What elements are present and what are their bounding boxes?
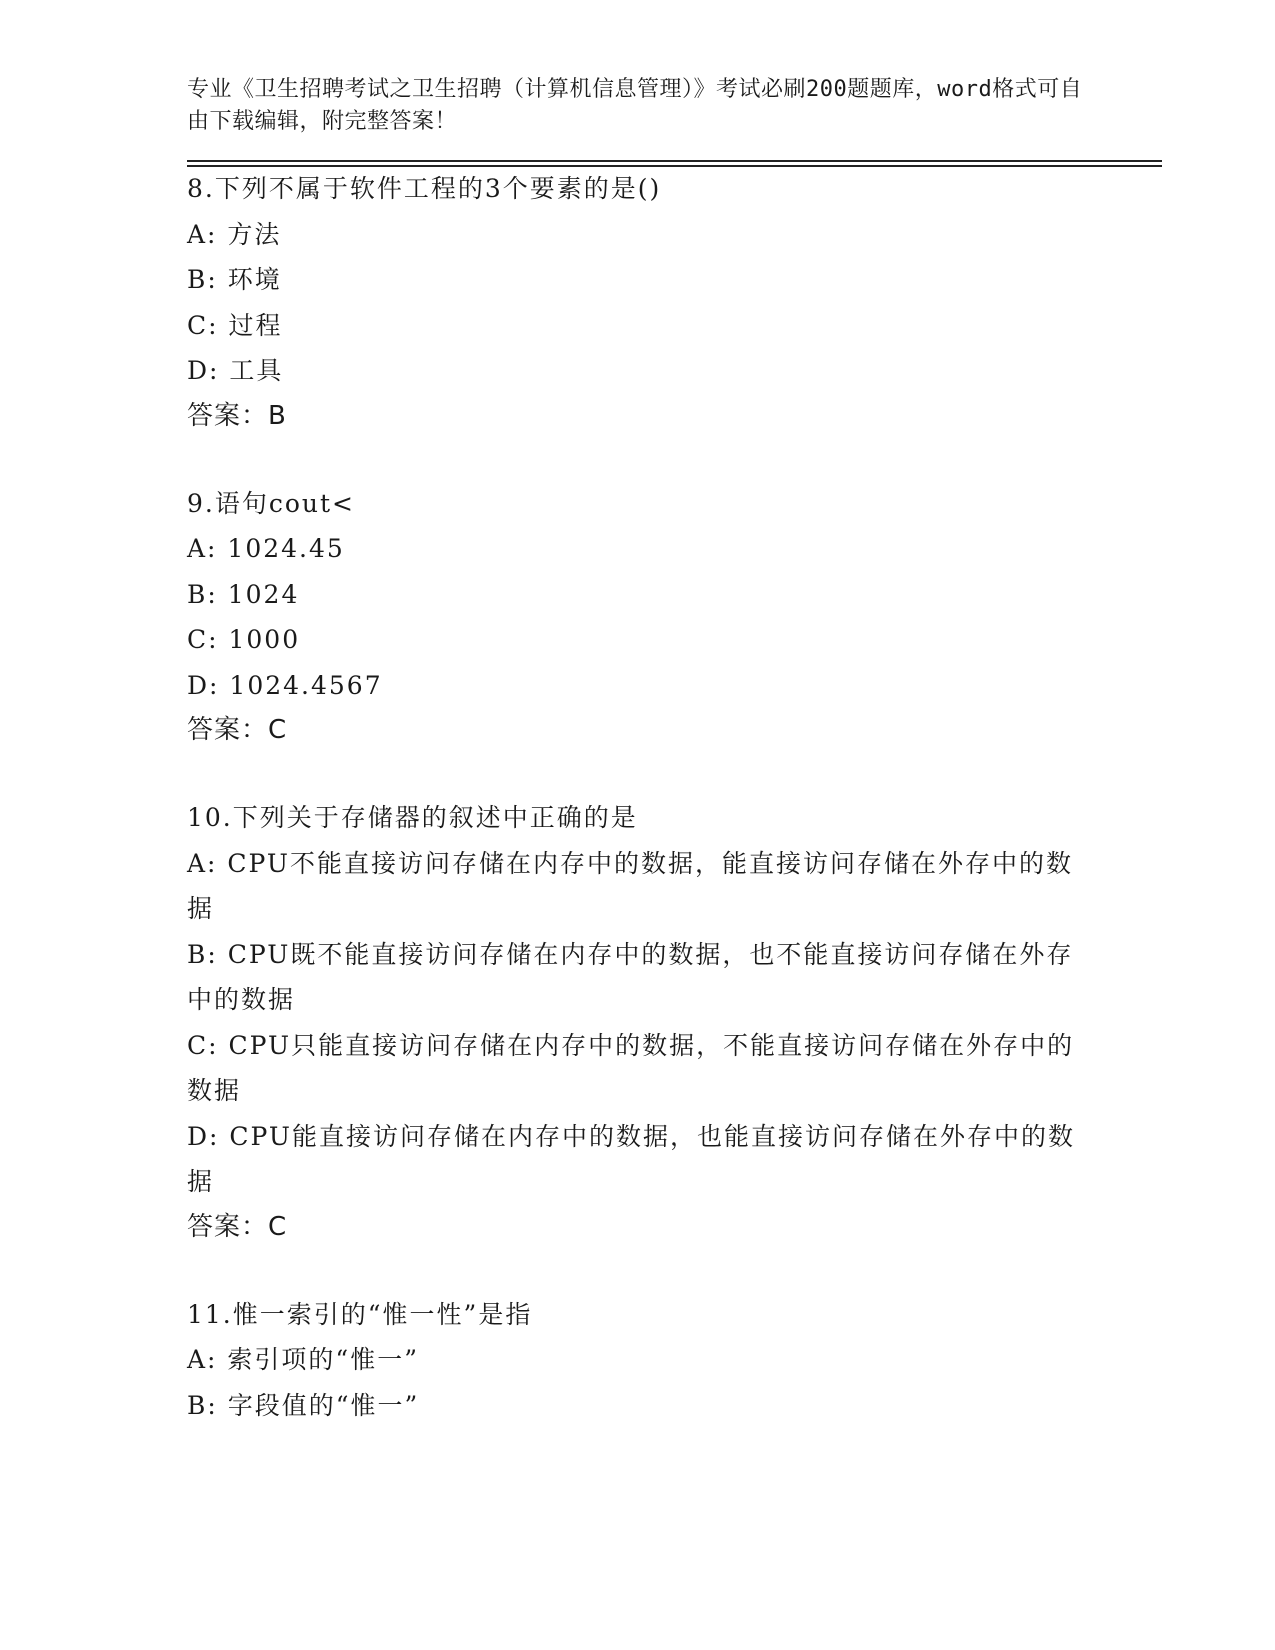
- option-b: B: 环境: [187, 265, 282, 294]
- divider-line-top: [187, 160, 1162, 162]
- question-10: [187, 795, 1162, 1250]
- question-8: [187, 166, 1162, 439]
- question-title: 9.语句cout<: [187, 488, 356, 518]
- option-b: B: 字段值的“惟一”: [187, 1390, 420, 1420]
- option-d: D: CPU能直接访问存储在内存中的数据，也能直接访问存储在外存中的数据: [187, 1121, 1075, 1196]
- option-d: D: 1024.4567: [187, 670, 383, 700]
- answer-label: 答案：: [187, 400, 269, 431]
- option-b: B: 1024: [187, 579, 300, 609]
- answer-line: [187, 1205, 1162, 1250]
- question-11: [187, 1292, 1162, 1429]
- option-c: C: 过程: [187, 310, 283, 340]
- question-title: 11.惟一索引的“惟一性”是指: [187, 1299, 533, 1329]
- option-d: D: 工具: [187, 356, 284, 385]
- option-a: A: 索引项的“惟一”: [187, 1345, 419, 1374]
- option-a: A: 方法: [187, 219, 282, 249]
- question-title: 8.下列不属于软件工程的3个要素的是(): [187, 174, 662, 203]
- answer-line: [187, 708, 1162, 753]
- answer-label: 答案：: [187, 715, 269, 745]
- document-page: [187, 74, 1162, 1428]
- answer-value: B: [268, 400, 287, 431]
- option-c: C: CPU只能直接访问存储在内存中的数据，不能直接访问存储在外存中的数据: [187, 1030, 1075, 1105]
- answer-value: C: [268, 1211, 288, 1242]
- question-title: 10.下列关于存储器的叙述中正确的是: [187, 803, 638, 832]
- answer-line: [187, 394, 1162, 439]
- document-header: 专业《卫生招聘考试之卫生招聘（计算机信息管理）》考试必刷200题题库，word格式可自由下载编辑，附完整答案！: [187, 77, 1083, 134]
- answer-label: 答案：: [187, 1211, 269, 1242]
- option-b: B: CPU既不能直接访问存储在内存中的数据，也不能直接访问存储在外存中的数据: [187, 939, 1074, 1014]
- option-c: C: 1000: [187, 625, 301, 654]
- option-a: A: CPU不能直接访问存储在内存中的数据，能直接访问存储在外存中的数据: [187, 848, 1074, 923]
- option-a: A: 1024.45: [187, 534, 345, 563]
- question-9: [187, 481, 1162, 754]
- answer-value: C: [268, 715, 288, 745]
